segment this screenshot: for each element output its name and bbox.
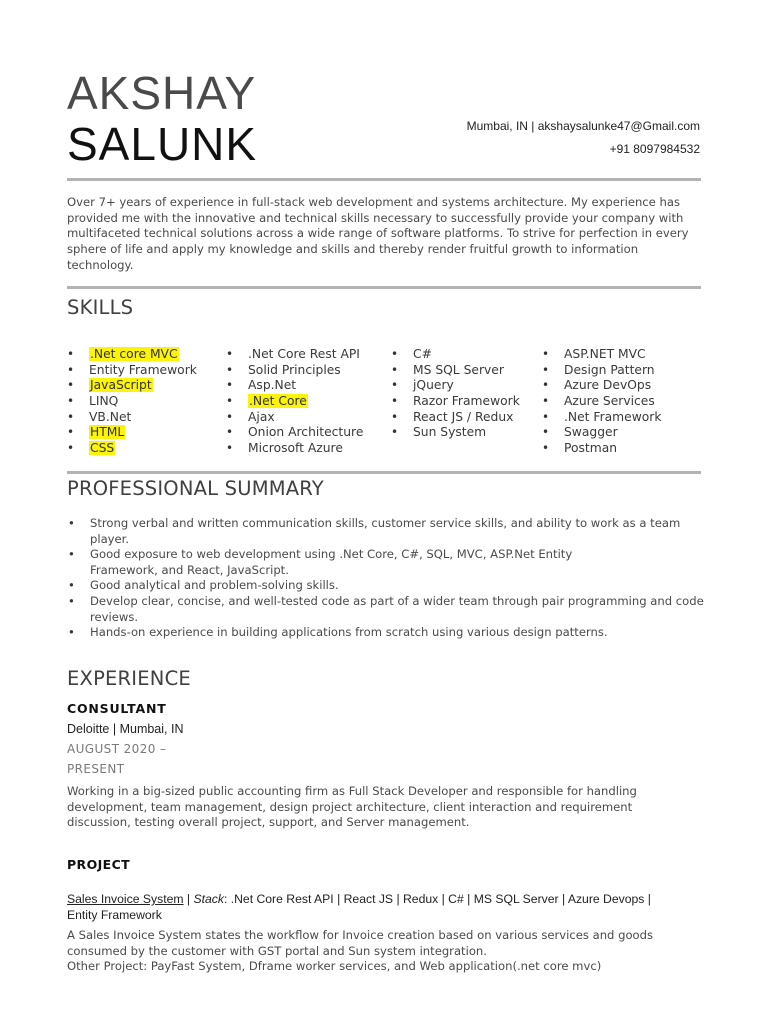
list-item: • Develop clear, concise, and well-tested code as part of a wider team through pair programming and code reviews. <box>67 594 707 625</box>
skill-item: • .Net core MVC <box>67 347 197 363</box>
list-item: • Hands-on experience in building applications from scratch using various design patterns. <box>67 625 707 641</box>
skill-item: • .Net Core <box>226 394 363 410</box>
skill-item: • Azure Services <box>542 394 661 410</box>
skill-item: • Solid Principles <box>226 363 363 379</box>
skill-item: • Entity Framework <box>67 363 197 379</box>
project-heading: PROJECT <box>67 857 131 872</box>
skills-column-1 <box>67 347 197 457</box>
skill-item: • .Net Framework <box>542 410 661 426</box>
experience-description: Working in a big-sized public accounting firm as Full Stack Developer and responsible for handling development, team management, design project architecture, client interaction and requirement discussion, testing overall project, support, and Server management. <box>67 784 637 830</box>
professional-summary-heading: PROFESSIONAL SUMMARY <box>67 477 324 500</box>
skill-item: • React JS / Redux <box>391 410 520 426</box>
professional-summary-list <box>67 516 707 641</box>
skill-item: • .Net Core Rest API <box>226 347 363 363</box>
skills-divider <box>67 471 701 474</box>
experience-heading: EXPERIENCE <box>67 667 191 690</box>
project-stack-line <box>67 892 677 923</box>
skills-heading: SKILLS <box>67 296 134 319</box>
skill-item: • Asp.Net <box>226 378 363 394</box>
project-name: Sales Invoice System <box>67 892 184 906</box>
list-item: • Good exposure to web development using .Net Core, C#, SQL, MVC, ASP.Net Entity Framework, and React, JavaScript. <box>67 547 707 578</box>
project-separator: | <box>183 892 194 906</box>
date-end: PRESENT <box>67 762 125 776</box>
skills-column-2 <box>226 347 363 457</box>
skill-item: • Razor Framework <box>391 394 520 410</box>
skill-item: • ASP.NET MVC <box>542 347 661 363</box>
list-item: • Strong verbal and written communication skills, customer service skills, and ability to work as a team player. <box>67 516 707 547</box>
skills-column-3 <box>391 347 520 441</box>
skill-item: • VB.Net <box>67 410 197 426</box>
skill-item: • jQuery <box>391 378 520 394</box>
stack-values: : .Net Core Rest API | React JS | Redux | C# | MS SQL Server | Azure Devops | Entity Framework <box>67 892 651 922</box>
contact-location-email: Mumbai, IN | akshaysalunke47@Gmail.com <box>466 119 700 133</box>
list-item: • Good analytical and problem-solving skills. <box>67 578 707 594</box>
date-start: AUGUST 2020 – <box>67 742 167 756</box>
skill-item: • Postman <box>542 441 661 457</box>
company-location: Deloitte | Mumbai, IN <box>67 722 184 736</box>
skill-item: • Onion Architecture <box>226 425 363 441</box>
skill-item: • JavaScript <box>67 378 197 394</box>
project-description: A Sales Invoice System states the workflow for Invoice creation based on various services and goods consumed by the customer with GST portal and Sun system integration. <box>67 928 654 958</box>
skill-item: • CSS <box>67 441 197 457</box>
header-divider <box>67 178 701 181</box>
summary-divider <box>67 286 701 289</box>
skill-item: • HTML <box>67 425 197 441</box>
skill-item: • Design Pattern <box>542 363 661 379</box>
job-title: CONSULTANT <box>67 701 167 716</box>
skill-item: • Ajax <box>226 410 363 426</box>
contact-phone: +91 8097984532 <box>609 142 700 156</box>
skill-item: • Sun System <box>391 425 520 441</box>
skill-item: • LINQ <box>67 394 197 410</box>
skill-item: • Azure DevOps <box>542 378 661 394</box>
skill-item: • MS SQL Server <box>391 363 520 379</box>
summary-paragraph: Over 7+ years of experience in full-stack web development and systems architecture. My experience has provided me with the innovative and technical skills necessary to successfully provide your company with multifaceted technical solutions across a wide range of software platforms. To strive for perfection in every sphere of life and apply my knowledge and skills and thereby render fruitful growth to information technology. <box>67 195 689 272</box>
skills-column-4 <box>542 347 661 457</box>
skill-item: • Swagger <box>542 425 661 441</box>
stack-label: Stack <box>193 892 224 906</box>
first-name: AKSHAY <box>67 67 257 119</box>
other-projects: Other Project: PayFast System, Dframe worker services, and Web application(.net core mvc) <box>67 959 602 973</box>
skill-item: • C# <box>391 347 520 363</box>
last-name: SALUNK <box>67 118 258 170</box>
skill-item: • Microsoft Azure <box>226 441 363 457</box>
